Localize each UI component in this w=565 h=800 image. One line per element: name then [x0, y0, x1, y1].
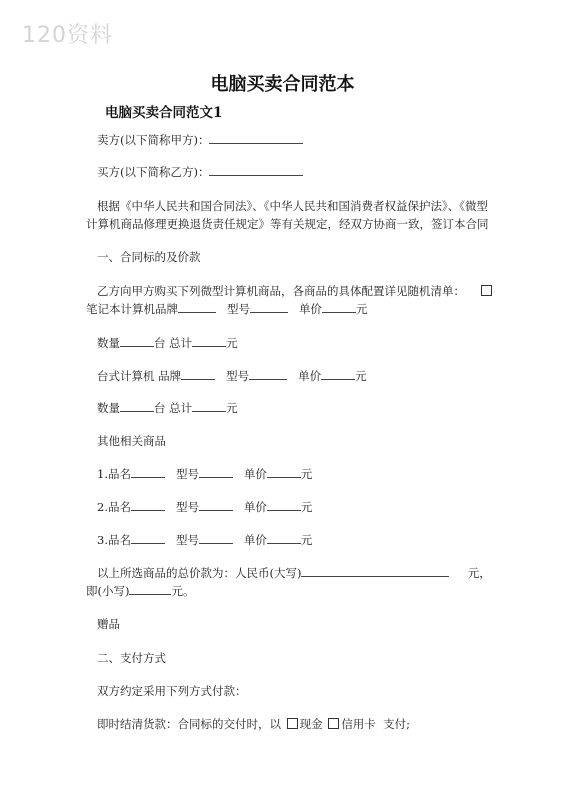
- total-capital-blank: [301, 564, 449, 577]
- item-unit: 元: [300, 500, 313, 514]
- item-line: [97, 498, 497, 516]
- payment-intro: 双方约定采用下列方式付款：: [97, 684, 247, 698]
- laptop-qty-line: [97, 334, 497, 352]
- item-line: [97, 531, 497, 549]
- desktop-qty-line: [97, 399, 497, 417]
- item-name-label: 2.品名: [97, 500, 131, 514]
- item-model-label: 型号: [175, 467, 199, 481]
- laptop-line: [86, 300, 486, 318]
- item-price-label: 单价: [243, 533, 267, 547]
- credit-card-option: 信用卡: [341, 717, 376, 731]
- total-lower-label: 即(小写): [86, 584, 130, 598]
- instant-pay-end: 支付;: [383, 717, 410, 731]
- item-price-label: 单价: [243, 500, 267, 514]
- checkbox-icon: [481, 285, 492, 296]
- desktop-unit: 元: [355, 369, 367, 383]
- laptop-unit: 元: [355, 302, 368, 316]
- laptop-model-label: 型号: [226, 302, 250, 316]
- total-price-unit: 元，: [467, 566, 491, 580]
- qty-label: 数量: [97, 336, 120, 350]
- desktop-line: [97, 367, 497, 385]
- watermark: 120资料: [22, 23, 113, 48]
- document-title: 电脑买卖合同范本: [210, 74, 355, 95]
- instant-pay-line: [97, 715, 497, 733]
- laptop-price-label: 单价: [298, 302, 322, 316]
- item-unit: 元: [300, 467, 313, 481]
- item-line: [97, 465, 497, 483]
- qty-label: 数量: [97, 401, 120, 415]
- buyer-line: [97, 163, 497, 181]
- desktop-model-label: 型号: [226, 369, 250, 383]
- total-lower-blank: [129, 582, 171, 595]
- total-label: 总计: [169, 401, 193, 415]
- instant-pay-label: 即时结清货款：合同标的交付时，以: [97, 717, 281, 731]
- seller-label: 卖方(以下简称甲方)：: [97, 133, 210, 147]
- total-price-line-1: [97, 564, 497, 582]
- item-price-label: 单价: [243, 467, 267, 481]
- document-subtitle: 电脑买卖合同范文1: [105, 105, 223, 121]
- purchase-line-1: [97, 282, 497, 300]
- item-model-label: 型号: [175, 500, 199, 514]
- gift-heading: 赠品: [97, 617, 120, 631]
- total-unit: 元: [226, 401, 238, 415]
- desktop-price-label: 单价: [298, 369, 322, 383]
- item-unit: 元: [300, 533, 313, 547]
- total-lower-unit: 元。: [171, 584, 195, 598]
- basis-line-1: 根据《中华人民共和国合同法》、《中华人民共和国消费者权益保护法》、《微型: [97, 199, 488, 213]
- section-1-heading: 一、合同标的及价款: [97, 250, 201, 264]
- item-name-label: 3.品名: [97, 533, 131, 547]
- buyer-blank: [209, 163, 303, 176]
- laptop-brand-label: 笔记本计算机品牌: [86, 302, 178, 316]
- other-goods-heading: 其他相关商品: [97, 434, 166, 448]
- item-name-label: 1.品名: [97, 467, 131, 481]
- seller-blank: [209, 131, 303, 144]
- total-label: 总计: [169, 336, 193, 350]
- total-price-line-2: [86, 582, 486, 600]
- item-model-label: 型号: [175, 533, 199, 547]
- purchase-text: 乙方向甲方购买下列微型计算机商品，各商品的具体配置详见随机清单：: [97, 284, 465, 298]
- checkbox-icon: [328, 718, 339, 729]
- qty-unit: 台: [154, 401, 166, 415]
- checkbox-icon: [287, 718, 298, 729]
- section-2-heading: 二、支付方式: [97, 651, 166, 665]
- qty-unit: 台: [154, 336, 166, 350]
- seller-line: [97, 131, 497, 149]
- desktop-brand-label: 台式计算机 品牌: [97, 369, 182, 383]
- basis-line-2: 计算机商品修理更换退货责任规定》等有关规定，经双方协商一致，签订本合同: [86, 217, 489, 231]
- total-price-label: 以上所选商品的总价款为：人民币(大写): [97, 566, 302, 580]
- total-unit: 元: [226, 336, 238, 350]
- cash-option: 现金: [299, 717, 323, 731]
- buyer-label: 买方(以下简称乙方)：: [97, 165, 210, 179]
